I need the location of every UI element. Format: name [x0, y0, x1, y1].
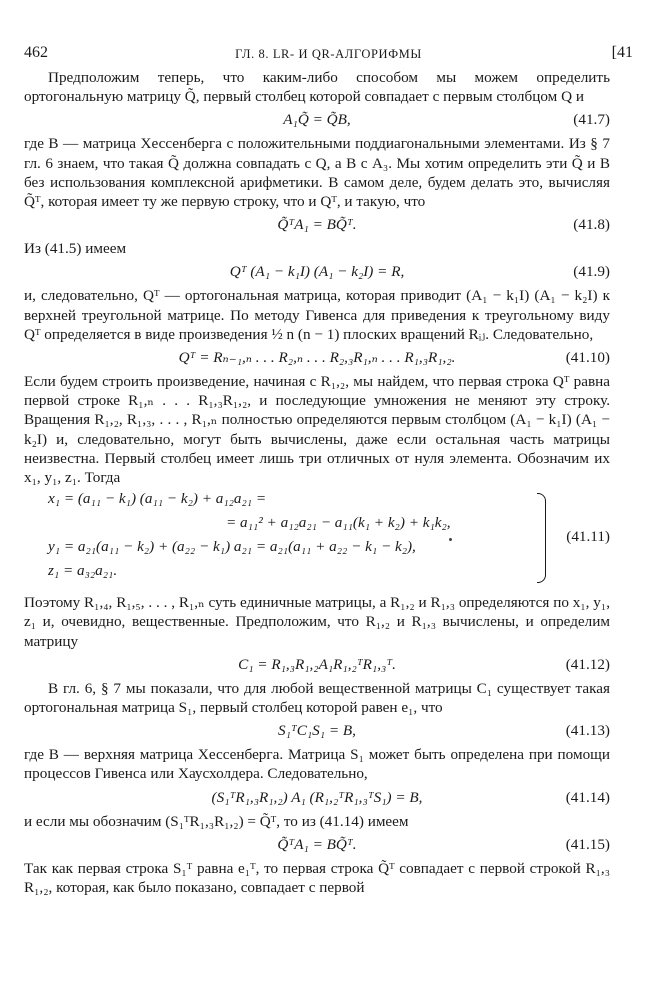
equation-line: z₁ = a₃₂a₂₁.	[48, 562, 118, 580]
equation-line: y₁ = a₂₁(a₁₁ − k₂) + (a₂₂ − k₁) a₂₁ = a₂₁(a₁₁ + a₂₂ − k₁ − k₂),	[48, 538, 416, 556]
page-body	[24, 68, 610, 897]
equation-41-8	[24, 212, 610, 238]
equation-number: (41.15)	[565, 835, 610, 853]
equation-number: (41.12)	[565, 655, 610, 673]
page-header	[24, 44, 633, 66]
equation-line: = a₁₁² + a₁₂a₂₁ − a₁₁(k₁ + k₂) + k₁k₂,	[226, 514, 451, 532]
paragraph: Предположим теперь, что каким-либо способом мы можем определить ортогональную матрицу Q̃, первый столбец которой совпадает с первым столбцом Q и	[24, 69, 610, 106]
equation-number: (41.9)	[573, 263, 610, 281]
section-mark: [41	[611, 44, 633, 61]
page-number: 462	[24, 44, 48, 61]
right-brace-icon	[537, 493, 546, 583]
equation-body: S₁ᵀC₁S₁ = B,	[278, 722, 356, 740]
equation-41-7	[24, 107, 610, 133]
equation-41-9	[24, 259, 610, 285]
equation-41-15	[24, 832, 610, 858]
equation-41-10	[24, 345, 610, 371]
paragraph: Если будем строить произведение, начиная с R₁,₂, мы найдем, что первая строка Qᵀ равна первой строке R₁,ₙ . . . R₁,₃R₁,₂, и последующие умножения не меняют эту строку. Вращения R₁,₂, R₁,₃, . . . , R₁,ₙ полностью определяются первым столбцом (A₁ − k₁I) (A₁ − k₂I) и, следовательно, могут быть вычислены, даже если остальная часть матрицы неизвестна. Первый столбец имеет лишь три отличных от нуля элемента. Обозначим их x₁, y₁, z₁. Тогда	[24, 373, 610, 487]
paragraph: Из (41.5) имеем	[24, 240, 127, 258]
equation-number: (41.8)	[573, 216, 610, 234]
equation-41-12	[24, 652, 610, 678]
equation-41-14	[24, 785, 610, 811]
equation-body: Q̃ᵀA₁ = BQ̃ᵀ.	[277, 835, 357, 853]
equation-number: (41.10)	[565, 349, 610, 367]
equation-body: Q̃ᵀA₁ = BQ̃ᵀ.	[277, 216, 357, 234]
equation-body: C₁ = R₁,₃R₁,₂A₁R₁,₂ᵀR₁,₃ᵀ.	[238, 655, 396, 673]
equation-body: (S₁ᵀR₁,₃R₁,₂) A₁ (R₁,₂ᵀR₁,₃ᵀS₁) = B,	[211, 788, 423, 806]
paragraph: В гл. 6, § 7 мы показали, что для любой вещественной матрицы C₁ существует такая ортогональная матрица S₁, первый столбец которой равен e₁, что	[24, 679, 610, 717]
paragraph: где B — матрица Хессенберга с положительными поддиагональными элементами. Из § 7 гл. 6 знаем, что такая Q̃ должна совпадать с Q, а B с A₃. Мы хотим определить эти Q̃ и B без использования комплексной арифметики. В самом деле, будем делать это, вычисляя Q̃ᵀ, которая имеет ту же первую строку, что и Qᵀ, и такую, что	[24, 135, 610, 211]
paragraph: где B — верхняя матрица Хессенберга. Матрица S₁ может быть определена при помощи процессов Гивенса или Хаусхолдера. Следовательно,	[24, 746, 610, 783]
equation-system-41-11	[24, 489, 610, 589]
print-speck	[449, 538, 452, 541]
paragraph: и если мы обозначим (S₁ᵀR₁,₃R₁,₂) = Q̃ᵀ, то из (41.14) имеем	[24, 812, 409, 830]
equation-41-13	[24, 718, 610, 744]
equation-line: x₁ = (a₁₁ − k₁) (a₁₁ − k₂) + a₁₂a₂₁ =	[48, 490, 267, 508]
equation-number: (41.7)	[573, 111, 610, 129]
running-title: ГЛ. 8. LR- И QR-АЛГОРИФМЫ	[235, 47, 422, 61]
equation-body: A₁Q̃ = Q̃B,	[283, 111, 351, 129]
equation-number: (41.11)	[566, 528, 610, 546]
equation-body: Qᵀ = Rₙ₋₁,ₙ . . . R₂,ₙ . . . R₂,₃R₁,ₙ . . . R₁,₃R₁,₂.	[178, 349, 456, 367]
paragraph: Поэтому R₁,₄, R₁,₅, . . . , R₁,ₙ суть единичные матрицы, а R₁,₂ и R₁,₃ определяются по x₁, y₁, z₁ и, очевидно, вещественные. Предположим, что R₁,₂ и R₁,₃ вычислены, и определим матрицу	[24, 594, 610, 650]
paragraph: и, следовательно, Qᵀ — ортогональная матрица, которая приводит (A₁ − k₁I) (A₁ − k₂I) к верхней треугольной матрице. По методу Гивенса для приведения к треугольному виду Qᵀ определяется в виде произведения ½ n (n − 1) плоских вращений Rᵢⱼ. Следовательно,	[24, 287, 610, 343]
equation-number: (41.14)	[565, 788, 610, 806]
equation-number: (41.13)	[565, 722, 610, 740]
paragraph: Так как первая строка S₁ᵀ равна e₁ᵀ, то первая строка Q̃ᵀ совпадает с первой строкой R₁,₃ R₁,₂, которая, как было показано, совпадает с первой	[24, 859, 610, 897]
equation-body: Qᵀ (A₁ − k₁I) (A₁ − k₂I) = R,	[229, 263, 405, 281]
